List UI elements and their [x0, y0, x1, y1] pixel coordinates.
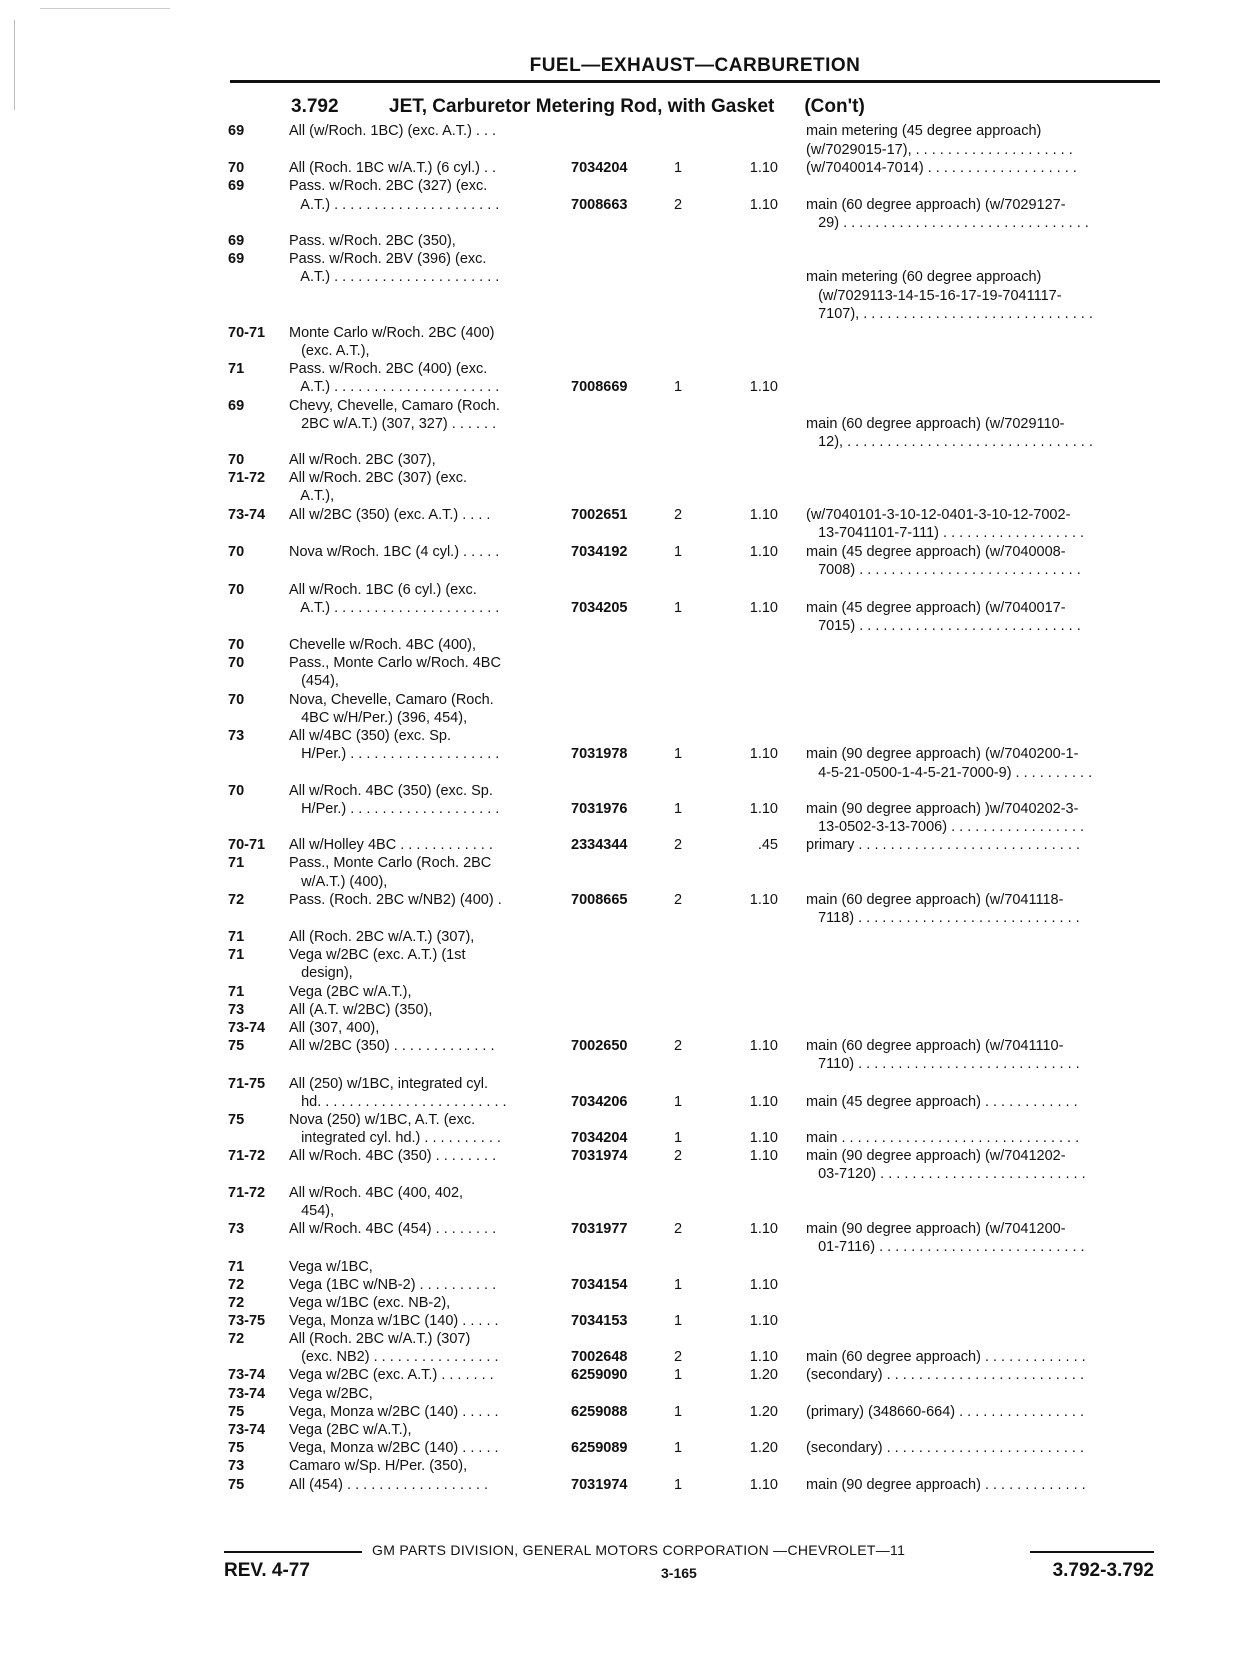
part-number: 6259088	[571, 1404, 628, 1420]
jet-note: (w/7040101-3-10-12-0401-3-10-12-7002-	[806, 507, 1071, 523]
jet-note: 7107), . . . . . . . . . . . . . . . . . . . . . . . . . . . . .	[806, 306, 1093, 322]
jet-note: main (60 degree approach) (w/7041110-	[806, 1038, 1064, 1054]
model-year: 70	[228, 452, 245, 468]
price: 1.10	[749, 544, 778, 560]
quantity: 2	[674, 197, 683, 213]
application: Pass. w/Roch. 2BC (400) (exc.	[289, 361, 488, 377]
application: A.T.),	[289, 488, 335, 504]
application: Nova, Chevelle, Camaro (Roch.	[289, 692, 494, 708]
model-year: 75	[228, 1404, 245, 1420]
jet-note: 7110) . . . . . . . . . . . . . . . . . . . . . . . . . . . .	[806, 1056, 1080, 1072]
jet-note: 7008) . . . . . . . . . . . . . . . . . . . . . . . . . . . .	[806, 562, 1081, 578]
price: 1.10	[749, 746, 778, 762]
footer-publisher: GM PARTS DIVISION, GENERAL MOTORS CORPORATION —CHEVROLET—11	[372, 1542, 906, 1558]
application: Vega (2BC w/A.T.),	[289, 984, 412, 1000]
application: (exc. A.T.),	[289, 343, 370, 359]
part-number: 7034154	[571, 1277, 628, 1293]
page-header-title: FUEL—EXHAUST—CARBURETION	[529, 55, 861, 76]
section-title: JET, Carburetor Metering Rod, with Gasket	[389, 96, 775, 117]
price: 1.10	[749, 1130, 778, 1146]
quantity: 1	[674, 1130, 683, 1146]
section-number: 3.792	[291, 96, 339, 117]
application: All (w/Roch. 1BC) (exc. A.T.) . . .	[289, 123, 497, 139]
model-year: 73	[228, 1458, 245, 1474]
price: 1.10	[749, 1038, 778, 1054]
quantity: 2	[674, 1221, 683, 1237]
model-year: 71	[228, 947, 245, 963]
quantity: 1	[674, 1313, 683, 1329]
application: All w/2BC (350) . . . . . . . . . . . . .	[289, 1038, 495, 1054]
application: All w/Roch. 2BC (307),	[289, 452, 436, 468]
price: 1.20	[749, 1367, 778, 1383]
jet-note: 4-5-21-0500-1-4-5-21-7000-9) . . . . . . . . . .	[806, 765, 1093, 781]
section-heading	[291, 96, 865, 118]
model-year: 70	[228, 582, 245, 598]
application: Vega, Monza w/1BC (140) . . . . .	[289, 1313, 499, 1329]
application: All w/Roch. 4BC (454) . . . . . . . .	[289, 1221, 497, 1237]
model-year: 69	[228, 251, 245, 267]
quantity: 2	[674, 507, 683, 523]
application: 454),	[289, 1203, 335, 1219]
jet-note: (w/7029113-14-15-16-17-19-7041117-	[806, 288, 1062, 304]
model-year: 70	[228, 655, 245, 671]
quantity: 1	[674, 1367, 683, 1383]
part-number: 7031974	[571, 1477, 628, 1493]
jet-note: main (45 degree approach) . . . . . . . . . . . .	[806, 1094, 1078, 1110]
model-year: 69	[228, 178, 245, 194]
part-number: 7034206	[571, 1094, 628, 1110]
jet-note: 7118) . . . . . . . . . . . . . . . . . . . . . . . . . . . .	[806, 910, 1080, 926]
price: 1.10	[749, 1148, 778, 1164]
model-year: 73-74	[228, 1386, 266, 1402]
model-year: 75	[228, 1038, 245, 1054]
model-year: 70-71	[228, 837, 266, 853]
quantity: 2	[674, 837, 683, 853]
model-year: 71-75	[228, 1076, 266, 1092]
jet-note: main (45 degree approach) (w/7040008-	[806, 544, 1066, 560]
jet-note: main (60 degree approach) (w/7041118-	[806, 892, 1064, 908]
quantity: 1	[674, 746, 683, 762]
section-range: 3.792-3.792	[1052, 1560, 1154, 1581]
model-year: 75	[228, 1477, 245, 1493]
quantity: 1	[674, 801, 683, 817]
model-year: 72	[228, 1277, 245, 1293]
model-year: 69	[228, 233, 245, 249]
part-number: 7034192	[571, 544, 628, 560]
model-year: 71	[228, 855, 245, 871]
model-year: 70	[228, 692, 245, 708]
jet-note: 12), . . . . . . . . . . . . . . . . . . . . . . . . . . . . . . .	[806, 434, 1093, 450]
part-number: 6259089	[571, 1440, 628, 1456]
jet-note: main . . . . . . . . . . . . . . . . . . . . . . . . . . . . . .	[806, 1130, 1080, 1146]
part-number: 7031974	[571, 1148, 628, 1164]
part-number: 7031977	[571, 1221, 628, 1237]
application: A.T.) . . . . . . . . . . . . . . . . . . . . .	[289, 379, 500, 395]
jet-note: 01-7116) . . . . . . . . . . . . . . . . . . . . . . . . . .	[806, 1239, 1085, 1255]
jet-note: main metering (45 degree approach)	[806, 123, 1042, 139]
price: 1.10	[749, 600, 778, 616]
model-year: 71	[228, 1259, 245, 1275]
quantity: 2	[674, 1038, 683, 1054]
part-number: 6259090	[571, 1367, 628, 1383]
price: 1.20	[749, 1404, 778, 1420]
part-number: 7008663	[571, 197, 628, 213]
quantity: 1	[674, 160, 683, 176]
part-number: 2334344	[571, 837, 628, 853]
application: Monte Carlo w/Roch. 2BC (400)	[289, 325, 495, 341]
part-number: 7034204	[571, 1130, 628, 1146]
quantity: 1	[674, 1277, 683, 1293]
jet-note: 13-0502-3-13-7006) . . . . . . . . . . . . . . . . .	[806, 819, 1085, 835]
jet-note: main (90 degree approach) . . . . . . . . . . . . .	[806, 1477, 1086, 1493]
application: All w/Roch. 4BC (350) (exc. Sp.	[289, 783, 493, 799]
quantity: 1	[674, 600, 683, 616]
quantity: 1	[674, 1094, 683, 1110]
part-number: 7031978	[571, 746, 628, 762]
model-year: 73-74	[228, 1367, 266, 1383]
jet-note: main (60 degree approach) (w/7029127-	[806, 197, 1066, 213]
application: 2BC w/A.T.) (307, 327) . . . . . .	[289, 416, 497, 432]
jet-note: 7015) . . . . . . . . . . . . . . . . . . . . . . . . . . . .	[806, 618, 1081, 634]
model-year: 69	[228, 398, 245, 414]
jet-note: (w/7029015-17), . . . . . . . . . . . . . . . . . . . .	[806, 142, 1073, 158]
model-year: 71-72	[228, 1148, 266, 1164]
scan-margin-mark	[40, 8, 170, 9]
jet-note: main metering (60 degree approach)	[806, 269, 1042, 285]
model-year: 72	[228, 1295, 245, 1311]
part-number: 7002648	[571, 1349, 628, 1365]
application: Pass., Monte Carlo w/Roch. 4BC	[289, 655, 501, 671]
jet-note: main (60 degree approach) (w/7029110-	[806, 416, 1065, 432]
price: 1.10	[749, 379, 778, 395]
price: 1.10	[749, 892, 778, 908]
part-number: 7034153	[571, 1313, 628, 1329]
application: All (A.T. w/2BC) (350),	[289, 1002, 433, 1018]
application: Pass. w/Roch. 2BV (396) (exc.	[289, 251, 487, 267]
application: A.T.) . . . . . . . . . . . . . . . . . . . . .	[289, 269, 500, 285]
quantity: 1	[674, 1440, 683, 1456]
quantity: 1	[674, 544, 683, 560]
model-year: 73-75	[228, 1313, 266, 1329]
model-year: 69	[228, 123, 245, 139]
part-number: 7034205	[571, 600, 628, 616]
revision-label: REV. 4-77	[224, 1560, 310, 1581]
application: (exc. NB2) . . . . . . . . . . . . . . . .	[289, 1349, 499, 1365]
application: Vega w/1BC,	[289, 1259, 373, 1275]
application: Vega w/1BC (exc. NB-2),	[289, 1295, 451, 1311]
application: Vega w/2BC,	[289, 1386, 373, 1402]
part-number: 7002650	[571, 1038, 628, 1054]
application: Vega (2BC w/A.T.),	[289, 1422, 412, 1438]
jet-note: primary . . . . . . . . . . . . . . . . . . . . . . . . . . . .	[806, 837, 1080, 853]
model-year: 75	[228, 1440, 245, 1456]
application: H/Per.) . . . . . . . . . . . . . . . . . . .	[289, 801, 500, 817]
jet-note: 13-7041101-7-111) . . . . . . . . . . . . . . . . . .	[806, 525, 1085, 541]
application: Nova w/Roch. 1BC (4 cyl.) . . . . .	[289, 544, 500, 560]
model-year: 73	[228, 728, 245, 744]
part-number: 7008665	[571, 892, 628, 908]
footer-rule-right	[1030, 1551, 1154, 1553]
price: 1.10	[749, 507, 778, 523]
price: 1.10	[749, 160, 778, 176]
model-year: 71-72	[228, 470, 266, 486]
header-rule	[230, 80, 1160, 83]
page-number: 3-165	[661, 1565, 697, 1581]
price: 1.10	[749, 1477, 778, 1493]
jet-note: main (60 degree approach) . . . . . . . . . . . . .	[806, 1349, 1086, 1365]
application: All w/4BC (350) (exc. Sp.	[289, 728, 451, 744]
model-year: 73-74	[228, 1422, 266, 1438]
application: All w/Roch. 4BC (350) . . . . . . . .	[289, 1148, 497, 1164]
application: Camaro w/Sp. H/Per. (350),	[289, 1458, 468, 1474]
model-year: 71	[228, 361, 245, 377]
application: All (Roch. 2BC w/A.T.) (307),	[289, 929, 475, 945]
model-year: 73-74	[228, 1020, 266, 1036]
application: Pass. (Roch. 2BC w/NB2) (400) .	[289, 892, 502, 908]
jet-note: main (90 degree approach) (w/7040200-1-	[806, 746, 1079, 762]
model-year: 73-74	[228, 507, 266, 523]
model-year: 70-71	[228, 325, 266, 341]
application: w/A.T.) (400),	[289, 874, 388, 890]
application: Vega, Monza w/2BC (140) . . . . .	[289, 1440, 499, 1456]
application: All (Roch. 2BC w/A.T.) (307)	[289, 1331, 471, 1347]
price: 1.20	[749, 1440, 778, 1456]
quantity: 1	[674, 1404, 683, 1420]
jet-note: (primary) (348660-664) . . . . . . . . . . . . . . . .	[806, 1404, 1084, 1420]
model-year: 71	[228, 984, 245, 1000]
jet-note: main (90 degree approach) )w/7040202-3-	[806, 801, 1079, 817]
model-year: 73	[228, 1221, 245, 1237]
quantity: 2	[674, 1349, 683, 1365]
model-year: 70	[228, 637, 245, 653]
model-year: 73	[228, 1002, 245, 1018]
application: Pass. w/Roch. 2BC (350),	[289, 233, 456, 249]
footer-rule-left	[224, 1551, 362, 1553]
price: .45	[757, 837, 778, 853]
jet-note: 03-7120) . . . . . . . . . . . . . . . . . . . . . . . . . .	[806, 1166, 1086, 1182]
jet-note: main (45 degree approach) (w/7040017-	[806, 600, 1066, 616]
application: Chevy, Chevelle, Camaro (Roch.	[289, 398, 500, 414]
quantity: 2	[674, 1148, 683, 1164]
model-year: 70	[228, 783, 245, 799]
quantity: 1	[674, 379, 683, 395]
application: Chevelle w/Roch. 4BC (400),	[289, 637, 476, 653]
jet-note: (secondary) . . . . . . . . . . . . . . . . . . . . . . . . .	[806, 1367, 1084, 1383]
application: design),	[289, 965, 353, 981]
model-year: 71	[228, 929, 245, 945]
jet-note: main (90 degree approach) (w/7041200-	[806, 1221, 1066, 1237]
application: All (454) . . . . . . . . . . . . . . . . . .	[289, 1477, 489, 1493]
application: integrated cyl. hd.) . . . . . . . . . .	[289, 1130, 501, 1146]
application: Vega w/2BC (exc. A.T.) . . . . . . .	[289, 1367, 494, 1383]
part-number: 7008669	[571, 379, 628, 395]
quantity: 2	[674, 892, 683, 908]
price: 1.10	[749, 1221, 778, 1237]
model-year: 70	[228, 544, 245, 560]
price: 1.10	[749, 801, 778, 817]
model-year: 70	[228, 160, 245, 176]
application: All w/Roch. 4BC (400, 402,	[289, 1185, 464, 1201]
application: hd. . . . . . . . . . . . . . . . . . . . . . . .	[289, 1094, 507, 1110]
application: All w/Holley 4BC . . . . . . . . . . . .	[289, 837, 493, 853]
application: Vega, Monza w/2BC (140) . . . . .	[289, 1404, 499, 1420]
jet-note: 29) . . . . . . . . . . . . . . . . . . . . . . . . . . . . . . .	[806, 215, 1089, 231]
application: All (250) w/1BC, integrated cyl.	[289, 1076, 489, 1092]
application: All (Roch. 1BC w/A.T.) (6 cyl.) . .	[289, 160, 497, 176]
application: 4BC w/H/Per.) (396, 454),	[289, 710, 468, 726]
application: Pass. w/Roch. 2BC (327) (exc.	[289, 178, 488, 194]
application: Nova (250) w/1BC, A.T. (exc.	[289, 1112, 476, 1128]
application: (454),	[289, 673, 339, 689]
part-number: 7031976	[571, 801, 628, 817]
price: 1.10	[749, 1313, 778, 1329]
model-year: 75	[228, 1112, 245, 1128]
price: 1.10	[749, 1094, 778, 1110]
price: 1.10	[749, 197, 778, 213]
scan-margin-mark	[14, 20, 15, 110]
application: All w/Roch. 2BC (307) (exc.	[289, 470, 468, 486]
jet-note: (secondary) . . . . . . . . . . . . . . . . . . . . . . . . .	[806, 1440, 1084, 1456]
model-year: 72	[228, 892, 245, 908]
jet-note: (w/7040014-7014) . . . . . . . . . . . . . . . . . . .	[806, 160, 1077, 176]
application: All (307, 400),	[289, 1020, 380, 1036]
application: Vega (1BC w/NB-2) . . . . . . . . . .	[289, 1277, 497, 1293]
application: All w/2BC (350) (exc. A.T.) . . . .	[289, 507, 491, 523]
application: Pass., Monte Carlo (Roch. 2BC	[289, 855, 492, 871]
price: 1.10	[749, 1349, 778, 1365]
price: 1.10	[749, 1277, 778, 1293]
model-year: 71-72	[228, 1185, 266, 1201]
application: Vega w/2BC (exc. A.T.) (1st	[289, 947, 466, 963]
section-continued: (Con't)	[804, 96, 865, 117]
jet-note: main (90 degree approach) (w/7041202-	[806, 1148, 1066, 1164]
part-number: 7034204	[571, 160, 628, 176]
part-number: 7002651	[571, 507, 628, 523]
application: H/Per.) . . . . . . . . . . . . . . . . . . .	[289, 746, 500, 762]
model-year: 72	[228, 1331, 245, 1347]
application: A.T.) . . . . . . . . . . . . . . . . . . . . .	[289, 600, 500, 616]
application: All w/Roch. 1BC (6 cyl.) (exc.	[289, 582, 477, 598]
quantity: 1	[674, 1477, 683, 1493]
application: A.T.) . . . . . . . . . . . . . . . . . . . . .	[289, 197, 500, 213]
